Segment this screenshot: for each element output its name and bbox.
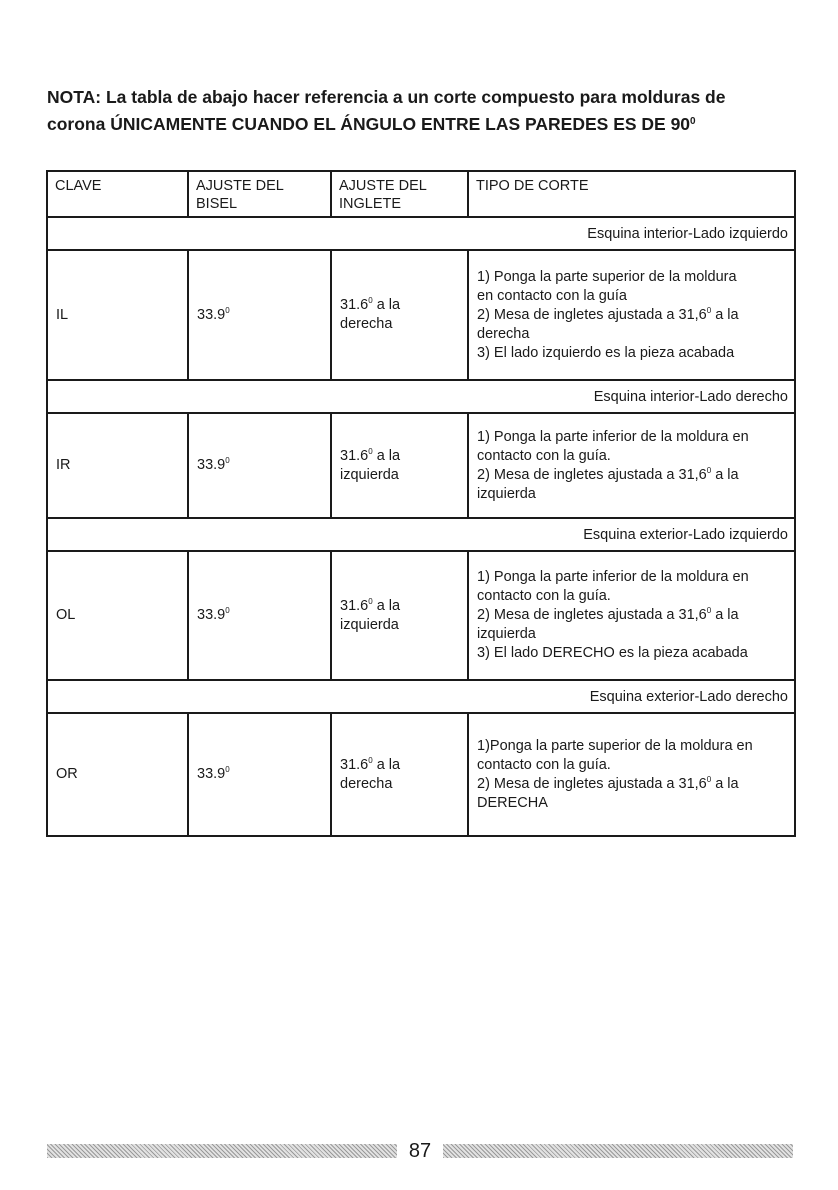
footer-pattern-left: [47, 1144, 397, 1158]
header-tipo: TIPO DE CORTE: [468, 171, 795, 217]
table-row: [47, 413, 795, 518]
header-inglete: AJUSTE DEL INGLETE: [331, 171, 468, 217]
degree-mark: 0: [690, 116, 696, 127]
header-clave: CLAVE: [47, 171, 188, 217]
bevel-cell: 33.9$^0$: [188, 551, 331, 680]
section-row: [47, 380, 795, 413]
note-heading: [47, 84, 807, 138]
cut-type-cell: 1) Ponga la parte inferior de la moldura en contacto con la guía. 2) Mesa de ingletes ajustada a 31,6$^0$ a la izquierda: [468, 413, 795, 518]
miter-cell: 31.6$^0$ a la izquierda: [331, 413, 468, 518]
table-header-row: [47, 171, 795, 217]
section-title: Esquina interior-Lado derecho: [47, 380, 795, 413]
footer-pattern-right: [443, 1144, 793, 1158]
section-title: Esquina exterior-Lado izquierdo: [47, 518, 795, 551]
key-cell: OL: [47, 551, 188, 680]
section-row: [47, 518, 795, 551]
miter-cell: 31.6$^0$ a la derecha: [331, 713, 468, 836]
key-cell: IL: [47, 250, 188, 380]
header-bisel: AJUSTE DEL BISEL: [188, 171, 331, 217]
cut-type-cell: 1) Ponga la parte superior de la moldura en contacto con la guía 2) Mesa de ingletes ajustada a 31,6$^0$ a la derecha 3) El lado izquierdo es la pieza acabada: [468, 250, 795, 380]
page-footer: [47, 1138, 793, 1164]
section-row: [47, 217, 795, 250]
key-cell: OR: [47, 713, 188, 836]
cut-type-cell: 1) Ponga la parte inferior de la moldura en contacto con la guía. 2) Mesa de ingletes ajustada a 31,6$^0$ a la izquierda 3) El lado DERECHO es la pieza acabada: [468, 551, 795, 680]
bevel-cell: 33.9$^0$: [188, 713, 331, 836]
section-title: Esquina exterior-Lado derecho: [47, 680, 795, 713]
note-line-2: corona ÚNICAMENTE CUANDO EL ÁNGULO ENTRE LAS PAREDES ES DE $90^0$: [47, 114, 696, 134]
miter-cell: 31.6$^0$ a la izquierda: [331, 551, 468, 680]
section-row: [47, 680, 795, 713]
miter-cell: 31.6$^0$ a la derecha: [331, 250, 468, 380]
cut-type-cell: 1)Ponga la parte superior de la moldura en contacto con la guía. 2) Mesa de ingletes ajustada a 31,6$^0$ a la DERECHA: [468, 713, 795, 836]
table-row: [47, 250, 795, 380]
page-number: 87: [408, 1140, 432, 1162]
table-row: [47, 713, 795, 836]
section-title: Esquina interior-Lado izquierdo: [47, 217, 795, 250]
table-row: [47, 551, 795, 680]
bevel-cell: 33.9$^0$: [188, 250, 331, 380]
key-cell: IR: [47, 413, 188, 518]
note-line-1: NOTA: La tabla de abajo hacer referencia a un corte compuesto para molduras de: [47, 87, 726, 107]
bevel-cell: 33.9$^0$: [188, 413, 331, 518]
compound-cut-table: [46, 170, 796, 837]
